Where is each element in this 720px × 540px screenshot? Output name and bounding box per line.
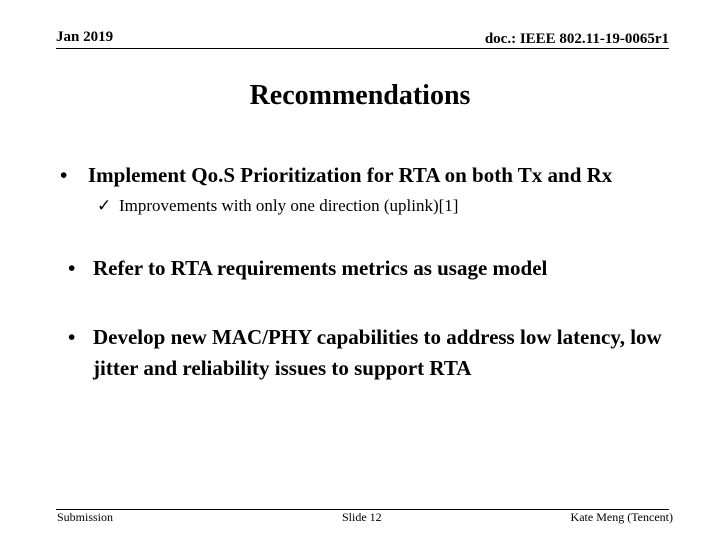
footer-submission: Submission — [57, 510, 114, 524]
header-date: Jan 2019 — [56, 29, 114, 45]
sub-bullet-item-1 — [97, 196, 458, 216]
header-divider — [56, 48, 669, 49]
bullet-item-2 — [68, 253, 688, 284]
bullet-item-1 — [60, 160, 700, 191]
slide-title: Recommendations — [249, 80, 471, 111]
bullet-marker: • — [60, 163, 68, 187]
header-doc-id: doc.: IEEE 802.11-19-0065r1 — [484, 31, 669, 47]
bullet-text: Refer to RTA requirements metrics as usage model — [93, 256, 548, 280]
footer-author: Kate Meng (Tencent) — [570, 510, 673, 524]
footer-slide-number: Slide 12 — [342, 510, 382, 524]
bullet-marker: • — [68, 325, 76, 349]
checkmark-icon: ✓ — [97, 196, 112, 215]
bullet-text: Develop new MAC/PHY capabilities to address low latency, low jitter and reliability issues to support RTA — [93, 325, 662, 380]
bullet-marker: • — [68, 256, 76, 280]
sub-bullet-text: Improvements with only one direction (uplink)[1] — [119, 196, 459, 215]
bullet-text: Implement Qo.S Prioritization for RTA on both Tx and Rx — [88, 163, 613, 187]
bullet-item-3 — [68, 322, 668, 384]
